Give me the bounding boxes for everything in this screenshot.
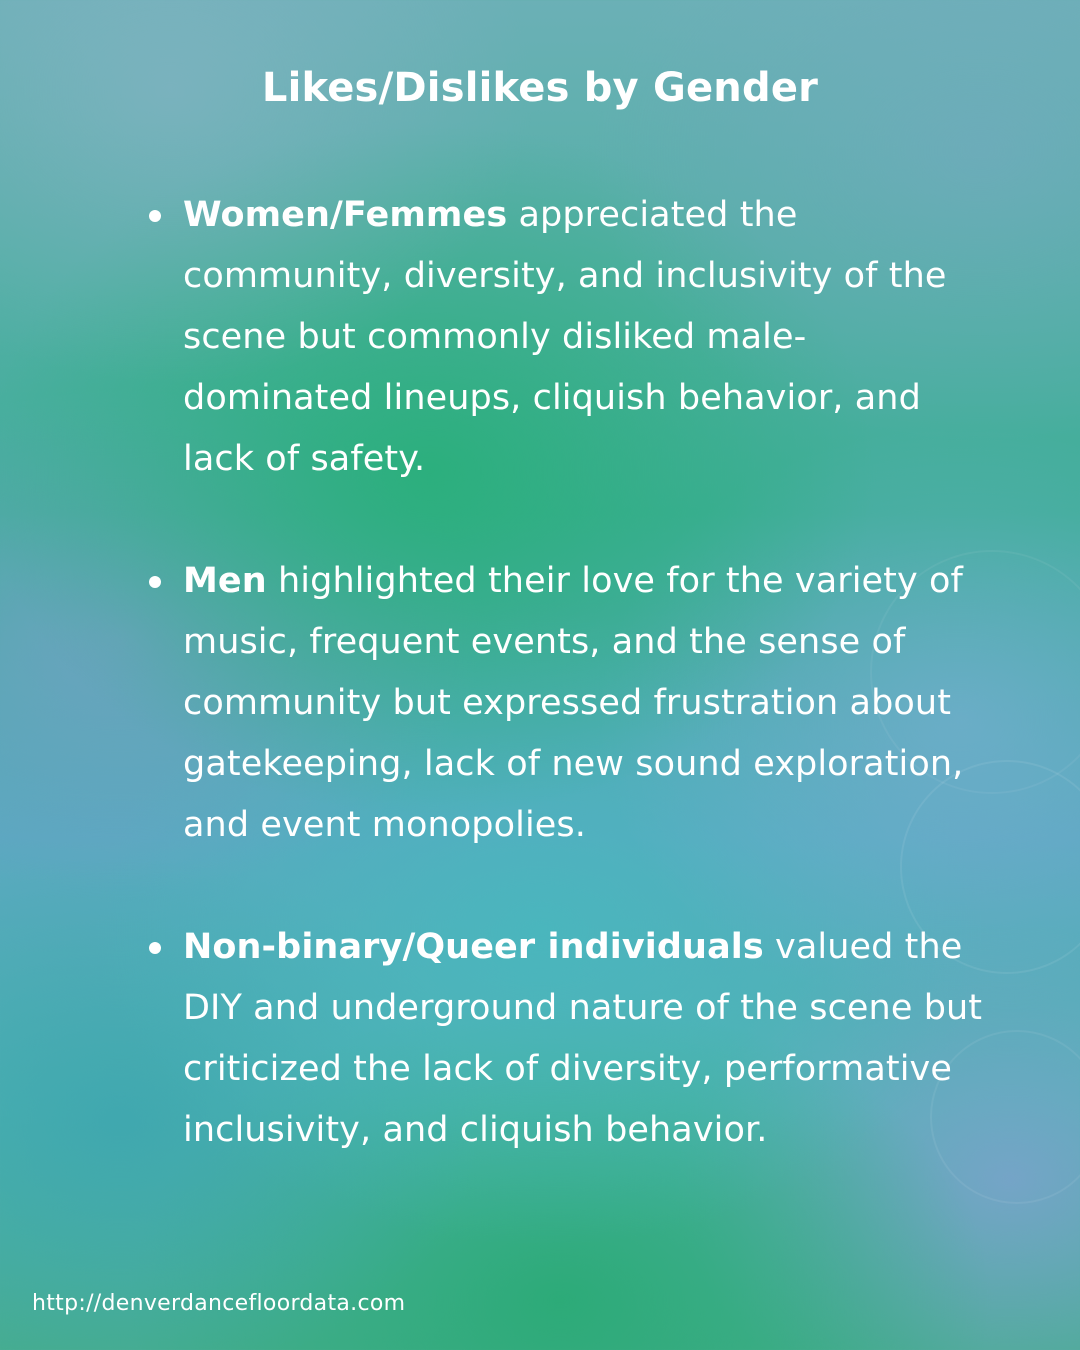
list-item-men xyxy=(143,551,983,856)
list-item-body: highlighted their love for the variety of music, frequent events, and the sense of community but expressed frustration about gatekeeping, lack of new sound exploration, and event monopolies. xyxy=(183,561,964,845)
bullet-dot-icon xyxy=(149,576,161,588)
list-item-text xyxy=(183,917,983,1161)
list-item-non-binary-queer xyxy=(143,917,983,1161)
list-item-lead: Men xyxy=(183,561,267,601)
bullet-dot-icon xyxy=(149,942,161,954)
list-item-body: appreciated the community, diversity, and inclusivity of the scene but commonly disliked male-dominated lineups, cliquish behavior, and lack of safety. xyxy=(183,195,947,479)
page-title: Likes/Dislikes by Gender xyxy=(261,65,819,111)
list-item-text xyxy=(183,185,983,490)
findings-list xyxy=(143,185,983,1161)
list-item-lead: Women/Femmes xyxy=(183,195,508,235)
list-item-women-femmes xyxy=(143,185,983,490)
list-item-body: valued the DIY and underground nature of the scene but criticized the lack of diversity, performative inclusivity, and cliquish behavior. xyxy=(183,927,983,1150)
list-item-lead: Non-binary/Queer individuals xyxy=(183,927,764,967)
bullet-dot-icon xyxy=(149,210,161,222)
footer-url-text: http://denverdancefloordata.com xyxy=(32,1291,406,1316)
list-item-text xyxy=(183,551,983,856)
